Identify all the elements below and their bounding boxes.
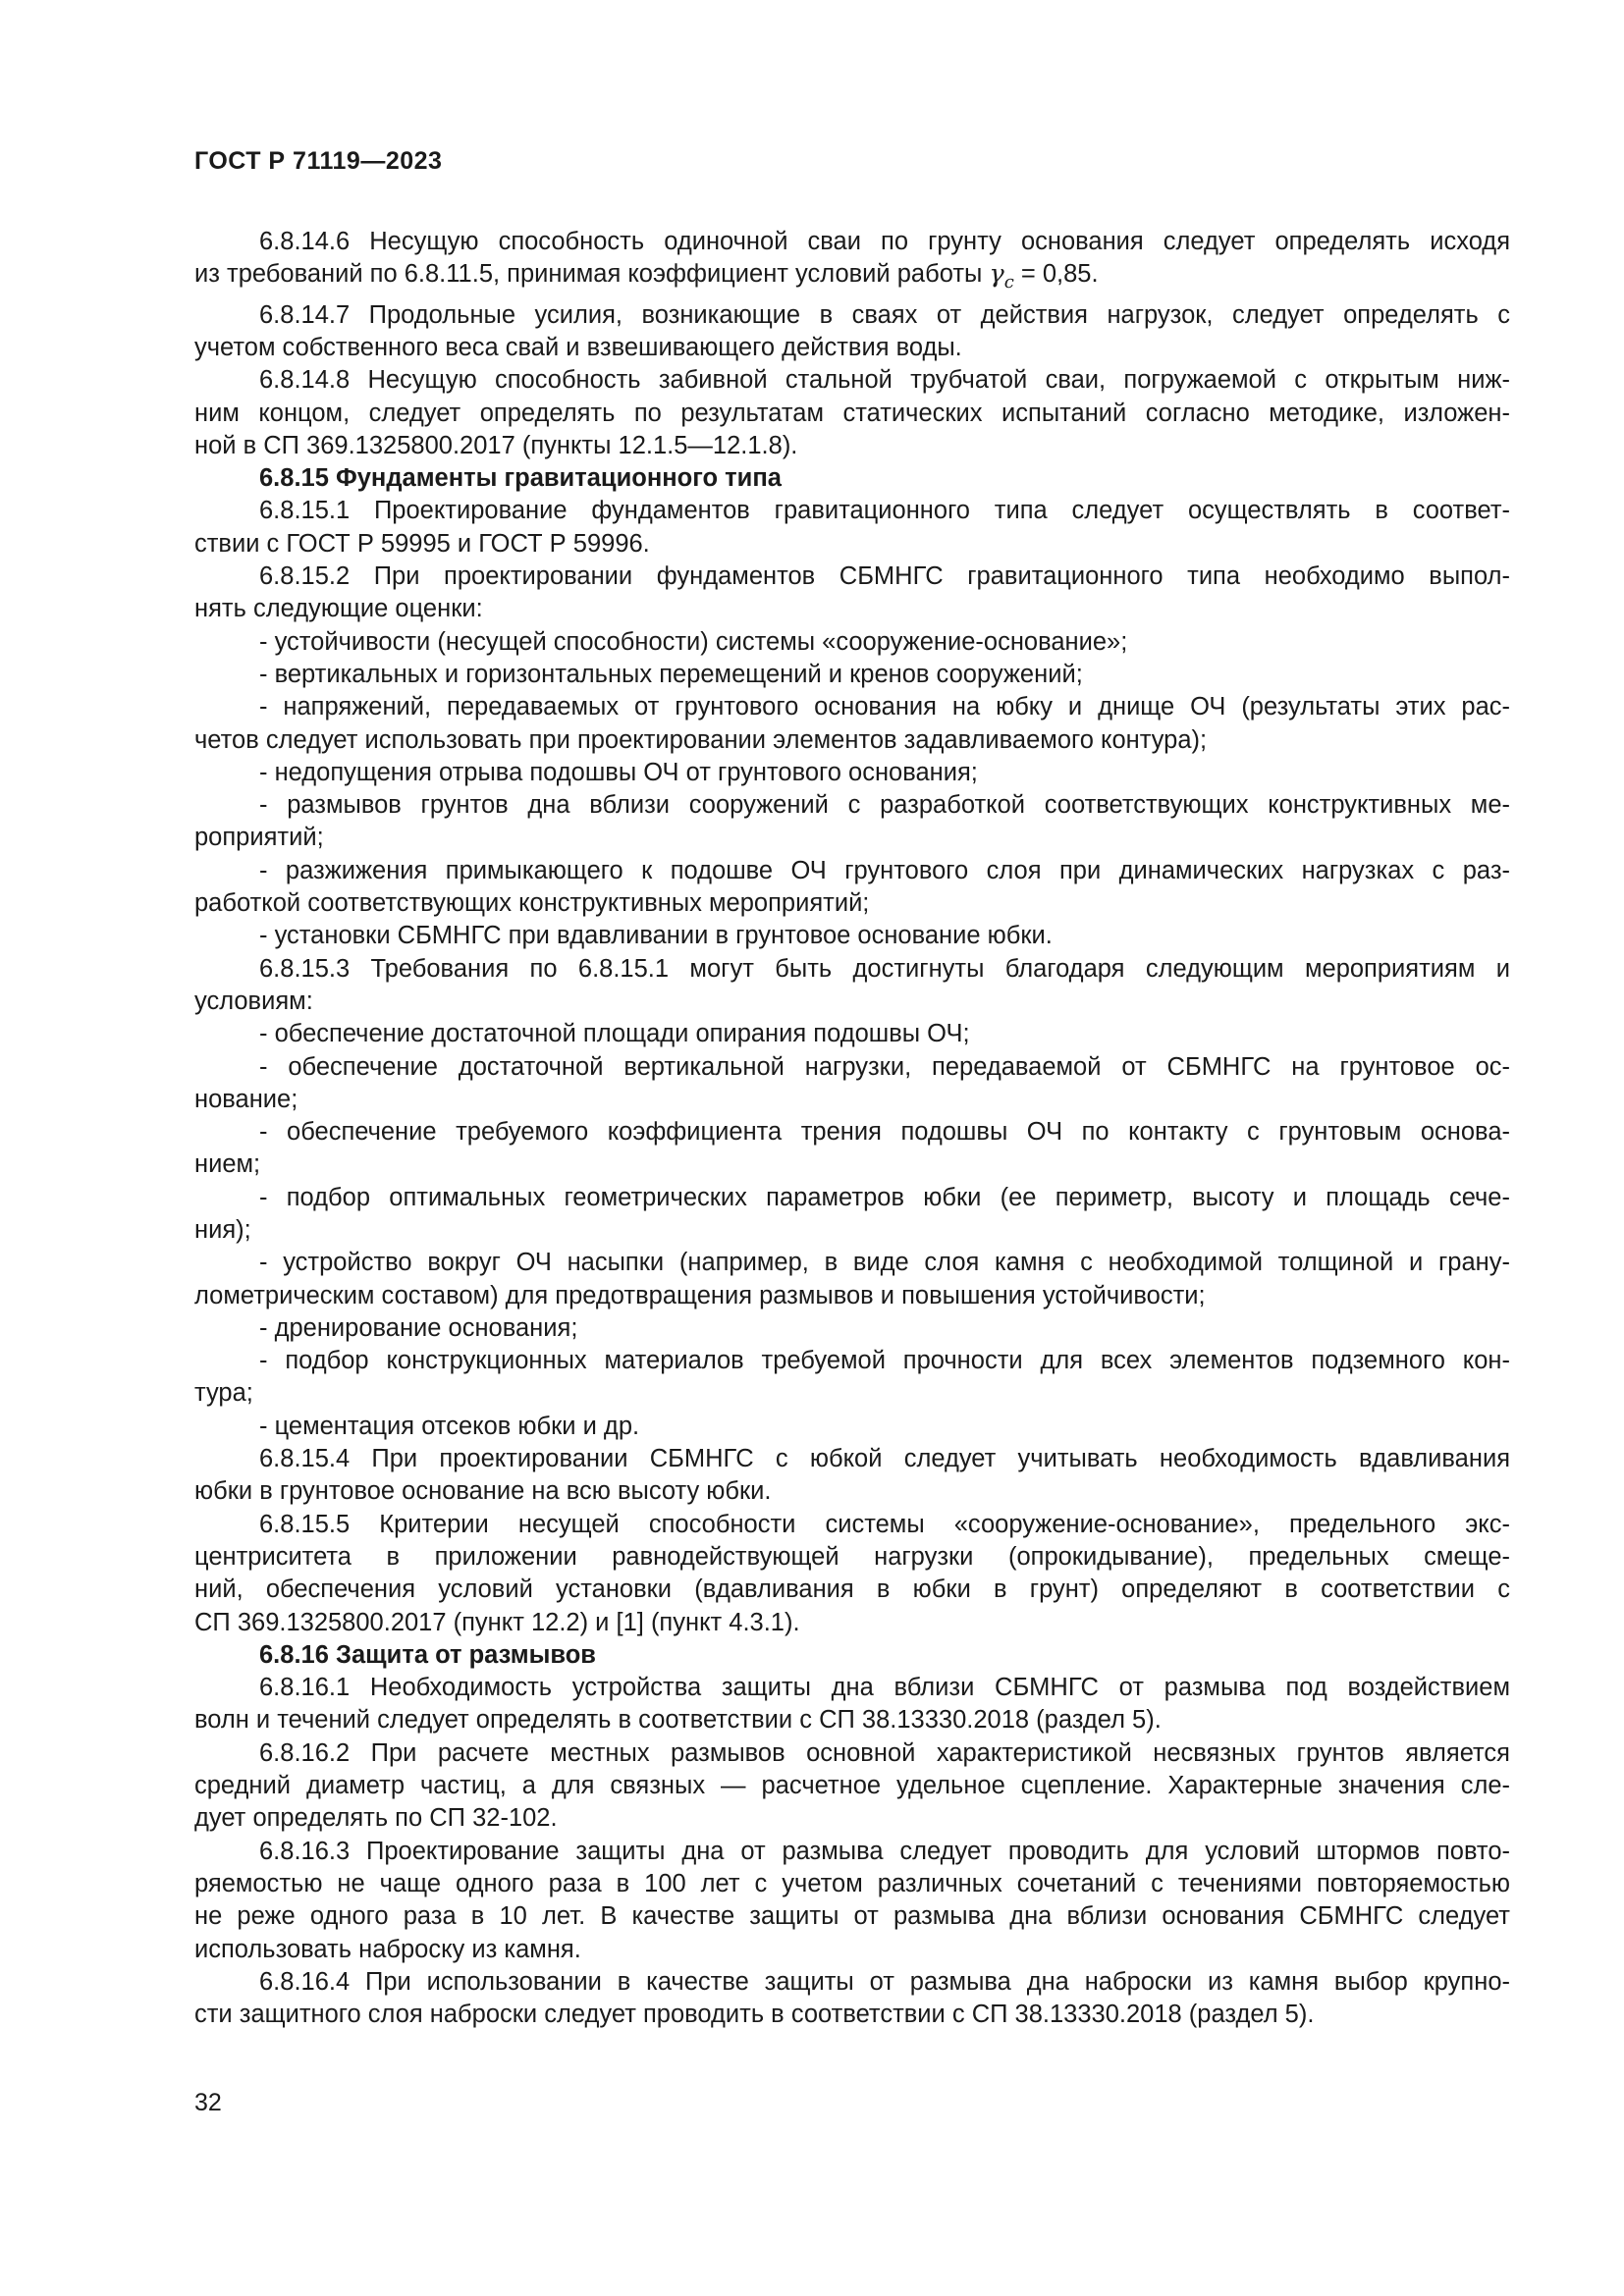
text-line: 6.8.16.2 При расчете местных размывов основной характеристикой несвязных грунтов является	[259, 1738, 1510, 1767]
text-line: 6.8.15.3 Требования по 6.8.15.1 могут быть достигнуты благодаря следующим мероприятиям и	[259, 954, 1510, 983]
text-line: ний, обеспечения условий установки (вдавливания в юбки в грунт) определяют в соответствии с	[194, 1575, 1510, 1604]
document-body	[194, 226, 1510, 2031]
text-line: ним концом, следует определять по результатам статических испытаний согласно методике, изложен-	[194, 399, 1510, 427]
text-line: 6.8.15.1 Проектирование фундаментов гравитационного типа следует осуществлять в соответ-	[259, 497, 1510, 525]
text-line: роприятий;	[194, 824, 324, 852]
text-line: - разжижения примыкающего к подошве ОЧ грунтового слоя при динамических нагрузках с раз-	[259, 856, 1510, 884]
text-line: волн и течений следует определять в соответствии с СП 38.13330.2018 (раздел 5).	[194, 1706, 1162, 1735]
text-line: - обеспечение достаточной площади опирания подошвы ОЧ;	[259, 1020, 970, 1048]
section-heading: 6.8.16 Защита от размывов	[259, 1640, 596, 1669]
text-line: - цементация отсеков юбки и др.	[259, 1412, 640, 1440]
text-line: СП 369.1325800.2017 (пункт 12.2) и [1] (пункт 4.3.1).	[194, 1608, 800, 1636]
text-line: работкой соответствующих конструктивных мероприятий;	[194, 889, 870, 918]
gamma-symbol: $\gamma_c$	[989, 259, 1014, 294]
text-line: - подбор конструкционных материалов требуемой прочности для всех элементов подземного кон-	[259, 1347, 1510, 1375]
text-line: четов следует использовать при проектировании элементов задавливаемого контура);	[194, 725, 1208, 754]
text-line: нование;	[194, 1085, 298, 1113]
text-line: из требований по 6.8.11.5, принимая коэффициент условий работы $\gamma_c = 0,85$.	[194, 259, 1099, 294]
text-line: 6.8.15.5 Критерии несущей способности системы «сооружение-основание», предельного экс-	[259, 1510, 1510, 1538]
text-line: - подбор оптимальных геометрических параметров юбки (ее периметр, высоту и площадь сече-	[259, 1183, 1510, 1211]
text-line: - напряжений, передаваемых от грунтового основания на юбку и днище ОЧ (результаты этих рас-	[259, 693, 1510, 721]
text-line: не реже одного раза в 10 лет. В качестве защиты от размыва дна вблизи основания СБМНГС следует	[194, 1902, 1510, 1931]
text-line: ния);	[194, 1216, 251, 1244]
text-line: 6.8.16.1 Необходимость устройства защиты дна вблизи СБМНГС от размыва под воздействием	[259, 1674, 1510, 1702]
document-header: ГОСТ Р 71119—2023	[194, 147, 443, 175]
page-number: 32	[194, 2089, 222, 2116]
text-line: средний диаметр частиц, а для связных — расчетное удельное сцепление. Характерные значения сле-	[194, 1772, 1510, 1800]
text-line: тура;	[194, 1379, 253, 1408]
section-heading: 6.8.15 Фундаменты гравитационного типа	[259, 464, 782, 493]
text-line: 6.8.14.8 Несущую способность забивной стальной трубчатой сваи, погружаемой с открытым ниж-	[259, 366, 1510, 395]
text-line: нять следующие оценки:	[194, 595, 483, 623]
text-line: ствии с ГОСТ Р 59995 и ГОСТ Р 59996.	[194, 529, 650, 558]
text-line: лометрическим составом) для предотвращения размывов и повышения устойчивости;	[194, 1281, 1206, 1309]
text-line: 6.8.15.4 При проектировании СБМНГС с юбкой следует учитывать необходимость вдавливания	[259, 1445, 1510, 1473]
text-line: - обеспечение достаточной вертикальной нагрузки, передаваемой от СБМНГС на грунтовое ос-	[259, 1052, 1510, 1081]
text-line: - размывов грунтов дна вблизи сооружений с разработкой соответствующих конструктивных ме-	[259, 791, 1510, 820]
text-line: 6.8.14.7 Продольные усилия, возникающие в сваях от действия нагрузок, следует определять с	[259, 300, 1510, 329]
text-line: центриситета в приложении равнодействующей нагрузки (опрокидывание), предельных смеще-	[194, 1542, 1510, 1571]
text-line: - установки СБМНГС при вдавливании в грунтовое основание юбки.	[259, 922, 1053, 950]
text-line: условиям:	[194, 987, 313, 1015]
text-line: - устойчивости (несущей способности) системы «сооружение-основание»;	[259, 627, 1128, 656]
text-line: юбки в грунтовое основание на всю высоту юбки.	[194, 1477, 772, 1506]
text-line: 6.8.16.4 При использовании в качестве защиты от размыва дна наброски из камня выбор крупно-	[259, 1967, 1510, 1996]
text-line: использовать наброску из камня.	[194, 1935, 581, 1963]
text-line: дует определять по СП 32-102.	[194, 1804, 558, 1833]
text-line: 6.8.15.2 При проектировании фундаментов СБМНГС гравитационного типа необходимо выпол-	[259, 562, 1510, 591]
text-line: - обеспечение требуемого коэффициента трения подошвы ОЧ по контакту с грунтовым основа-	[259, 1118, 1510, 1147]
text-line: - устройство вокруг ОЧ насыпки (например, в виде слоя камня с необходимой толщиной и грану-	[259, 1249, 1510, 1277]
text-line: учетом собственного веса свай и взвешивающего действия воды.	[194, 333, 962, 361]
text-line: ной в СП 369.1325800.2017 (пункты 12.1.5—12.1.8).	[194, 431, 798, 459]
text-line: - вертикальных и горизонтальных перемещений и кренов сооружений;	[259, 660, 1083, 688]
text-line: сти защитного слоя наброски следует проводить в соответствии с СП 38.13330.2018 (раздел 5).	[194, 2001, 1315, 2029]
text-line: - дренирование основания;	[259, 1313, 578, 1342]
text-line: ряемостью не чаще одного раза в 100 лет с учетом различных сочетаний с течениями повторяемостью	[194, 1869, 1510, 1897]
text-line: 6.8.16.3 Проектирование защиты дна от размыва следует проводить для условий штормов повто-	[259, 1837, 1510, 1865]
text-line: - недопущения отрыва подошвы ОЧ от грунтового основания;	[259, 758, 978, 786]
text-line: нием;	[194, 1150, 261, 1179]
text-line: 6.8.14.6 Несущую способность одиночной сваи по грунту основания следует определять исходя	[259, 228, 1510, 255]
